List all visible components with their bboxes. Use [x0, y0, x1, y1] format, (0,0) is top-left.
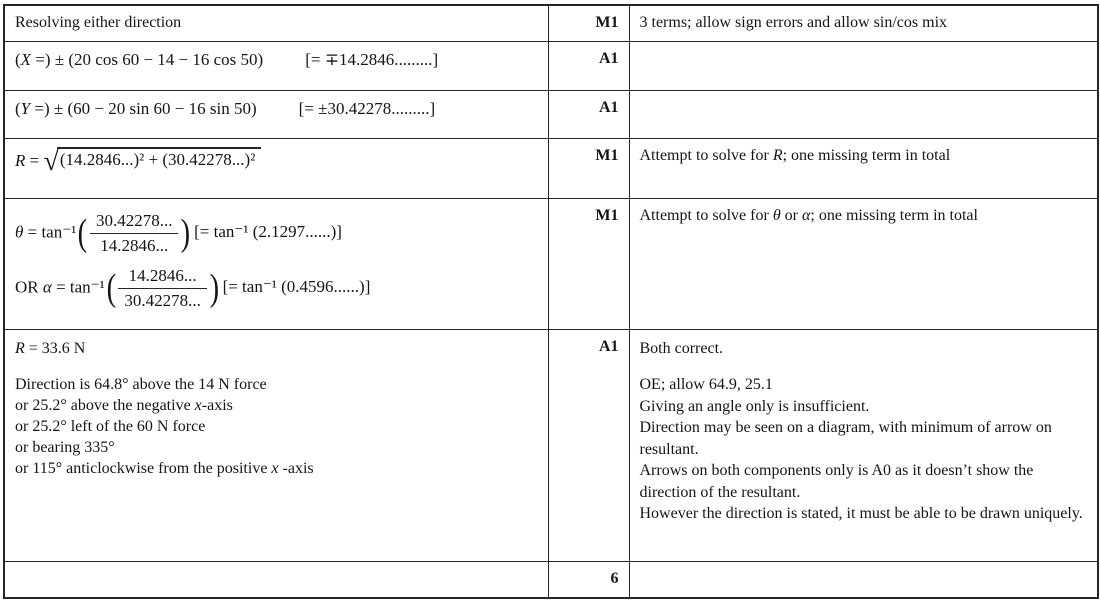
formula-result: [= tan⁻¹ (0.4596......)]	[222, 276, 371, 296]
numerator: 30.42278...	[90, 211, 179, 234]
direction-variable: x	[271, 459, 279, 477]
table-row	[4, 561, 1098, 598]
variable-r: R	[15, 339, 25, 357]
x-component-formula	[15, 50, 538, 70]
table-row	[4, 138, 1098, 198]
comment-cell	[629, 198, 1098, 329]
comment-cell	[629, 138, 1098, 198]
comment-line: However the direction is stated, it must be able to be drawn uniquely.	[639, 505, 1083, 522]
working-cell	[4, 90, 548, 138]
comment-part: Attempt to solve for	[639, 206, 773, 224]
radical-icon: √	[43, 145, 57, 177]
comment-cell	[629, 561, 1098, 598]
open-paren: (	[77, 211, 88, 254]
square-root	[43, 147, 261, 176]
denominator: 30.42278...	[124, 290, 201, 310]
comment-cell	[629, 41, 1098, 90]
comment-line: Giving an angle only is insufficient.	[639, 397, 870, 415]
mark-label: M1	[595, 206, 619, 224]
formula-result: [= tan⁻¹ (2.1297......)]	[194, 221, 342, 241]
close-paren: )	[181, 211, 191, 254]
working-text: Resolving either direction	[15, 14, 182, 31]
equals-sign: =	[25, 150, 44, 170]
variable-r: R	[15, 150, 26, 170]
comment-variable: θ	[772, 206, 781, 224]
comment-variable: α	[802, 206, 811, 224]
direction-text: Direction is 64.8° above the 14 N force	[15, 375, 267, 393]
direction-text: or 25.2° above the negative	[15, 396, 195, 414]
direction-text: or bearing 335°	[15, 438, 115, 456]
working-cell	[4, 41, 548, 90]
comment-line: Direction may be seen on a diagram, with minimum of arrow on resultant.	[639, 419, 1052, 458]
table-row	[4, 198, 1098, 329]
working-cell	[4, 198, 548, 329]
formula-result: [= ±30.42278.........]	[298, 98, 436, 118]
comment-part: Attempt to solve for	[639, 146, 773, 164]
mark-cell	[548, 41, 629, 90]
mark-cell	[548, 90, 629, 138]
comment-line: Arrows on both components only is A0 as it doesn’t show the direction of the resultant.	[639, 462, 1034, 501]
mark-label: A1	[598, 98, 619, 116]
comment-text	[640, 147, 951, 164]
comment-text	[640, 207, 978, 224]
table-row	[4, 5, 1098, 41]
variable-x: X	[20, 49, 32, 69]
formula-text: (	[15, 98, 21, 118]
direction-line	[15, 437, 538, 458]
mark-cell	[548, 198, 629, 329]
comment-line: OE; allow 64.9, 25.1	[639, 376, 773, 393]
comment-line: Both correct.	[639, 339, 724, 357]
comment-variable: R	[772, 146, 783, 164]
formula-text: = tan⁻¹	[51, 276, 105, 296]
direction-line	[15, 416, 538, 437]
formula-text: =) ± (20 cos 60 − 14 − 16 cos 50)	[31, 49, 264, 69]
numerator: 14.2846...	[118, 266, 207, 289]
resultant-value	[15, 338, 538, 359]
mark-cell	[548, 138, 629, 198]
comment-text: 3 terms; allow sign errors and allow sin/cos mix	[639, 14, 948, 31]
mark-label: M1	[595, 146, 619, 164]
comment-cell	[629, 90, 1098, 138]
direction-line	[15, 458, 538, 479]
close-paren: )	[209, 266, 219, 309]
mark-label: A1	[598, 337, 619, 355]
mark-cell	[548, 5, 629, 41]
formula-text: =) ± (60 − 20 sin 60 − 16 sin 50)	[30, 98, 257, 118]
or-prefix: OR	[15, 276, 43, 296]
mark-label: M1	[595, 14, 619, 31]
comment-cell	[629, 5, 1098, 41]
radicand-text: (14.2846...)² + (30.42278...)²	[57, 147, 261, 170]
variable-theta: θ	[15, 221, 24, 241]
working-cell	[4, 138, 548, 198]
total-marks-cell	[548, 561, 629, 598]
y-component-formula	[15, 99, 538, 119]
table-row	[4, 90, 1098, 138]
comment-cell	[629, 329, 1098, 561]
direction-line	[15, 374, 538, 395]
table-row	[4, 329, 1098, 561]
mark-label: A1	[598, 49, 619, 67]
direction-text: -axis	[201, 396, 233, 414]
direction-text: or 115° anticlockwise from the positive	[15, 459, 272, 477]
direction-line	[15, 395, 538, 416]
open-paren: (	[106, 266, 116, 309]
fraction	[118, 266, 207, 311]
result-text: = 33.6 N	[24, 339, 86, 357]
mark-cell	[548, 329, 629, 561]
total-marks-value: 6	[610, 569, 619, 587]
direction-text: or 25.2° left of the 60 N force	[15, 417, 206, 435]
working-cell	[4, 561, 548, 598]
comment-part: ; one missing term in total	[810, 206, 978, 224]
variable-y: Y	[20, 98, 31, 118]
theta-formula	[15, 211, 538, 256]
variable-alpha: α	[42, 276, 52, 296]
working-cell	[4, 329, 548, 561]
comment-part: or	[780, 206, 802, 224]
formula-text: = tan⁻¹	[23, 221, 77, 241]
table-row	[4, 41, 1098, 90]
denominator: 14.2846...	[100, 235, 169, 255]
direction-variable: x	[194, 396, 202, 414]
working-cell	[4, 5, 548, 41]
comment-part: ; one missing term in total	[782, 146, 951, 164]
formula-text: (	[15, 49, 21, 69]
formula-result: [= ∓14.2846.........]	[305, 49, 439, 69]
alpha-formula	[15, 266, 538, 311]
direction-text: -axis	[278, 459, 314, 477]
mark-scheme-table	[3, 4, 1099, 599]
resultant-magnitude-formula	[15, 147, 538, 176]
fraction	[90, 211, 179, 256]
